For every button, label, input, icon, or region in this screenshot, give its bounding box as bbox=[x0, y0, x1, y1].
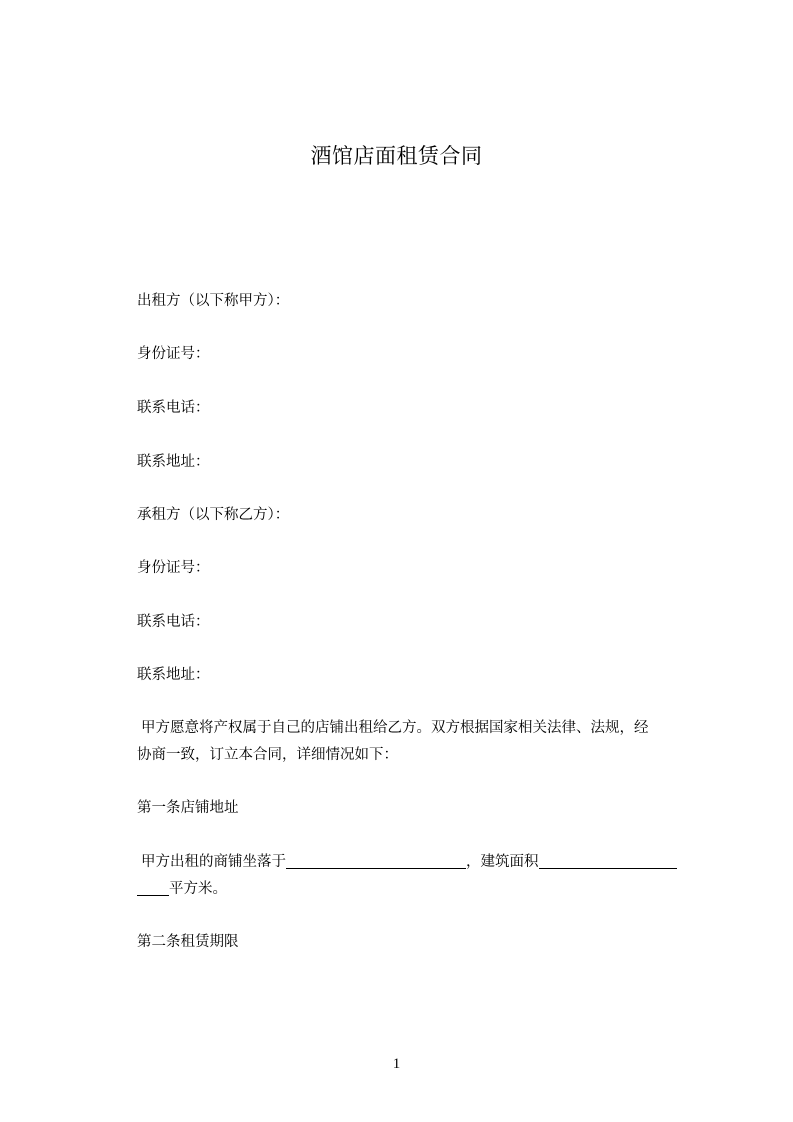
article1-heading: 第一条店铺地址 bbox=[137, 800, 239, 816]
intro-paragraph-line2: 协商一致，订立本合同，详细情况如下： bbox=[137, 747, 398, 763]
lessee-label: 承租方（以下称乙方）： bbox=[137, 507, 290, 523]
area-blank-cont bbox=[137, 879, 169, 896]
article2-heading: 第二条租赁期限 bbox=[137, 934, 239, 950]
lessor-label: 出租方（以下称甲方）： bbox=[137, 293, 290, 309]
lessee-address-label: 联系地址： bbox=[137, 667, 210, 683]
lessee-id-label: 身份证号： bbox=[137, 560, 210, 576]
location-blank bbox=[286, 852, 466, 869]
lessor-phone-label: 联系电话： bbox=[137, 400, 210, 416]
article1-text-line1 bbox=[141, 852, 677, 872]
intro-paragraph-line1: 甲方愿意将产权属于自己的店铺出租给乙方。双方根据国家相关法律、法规，经 bbox=[141, 720, 649, 736]
article1-text-b: ，建筑面积 bbox=[466, 854, 539, 870]
page-number: 1 bbox=[392, 1056, 401, 1072]
area-blank bbox=[539, 852, 677, 869]
article1-text-c: 平方米。 bbox=[169, 881, 227, 897]
document-title: 酒馆店面租赁合同 bbox=[310, 144, 483, 168]
article1-text-a: 甲方出租的商铺坐落于 bbox=[141, 854, 286, 870]
article1-text-line2 bbox=[137, 879, 227, 899]
lessor-address-label: 联系地址： bbox=[137, 454, 210, 470]
lessor-id-label: 身份证号： bbox=[137, 346, 210, 362]
lessee-phone-label: 联系电话： bbox=[137, 614, 210, 630]
